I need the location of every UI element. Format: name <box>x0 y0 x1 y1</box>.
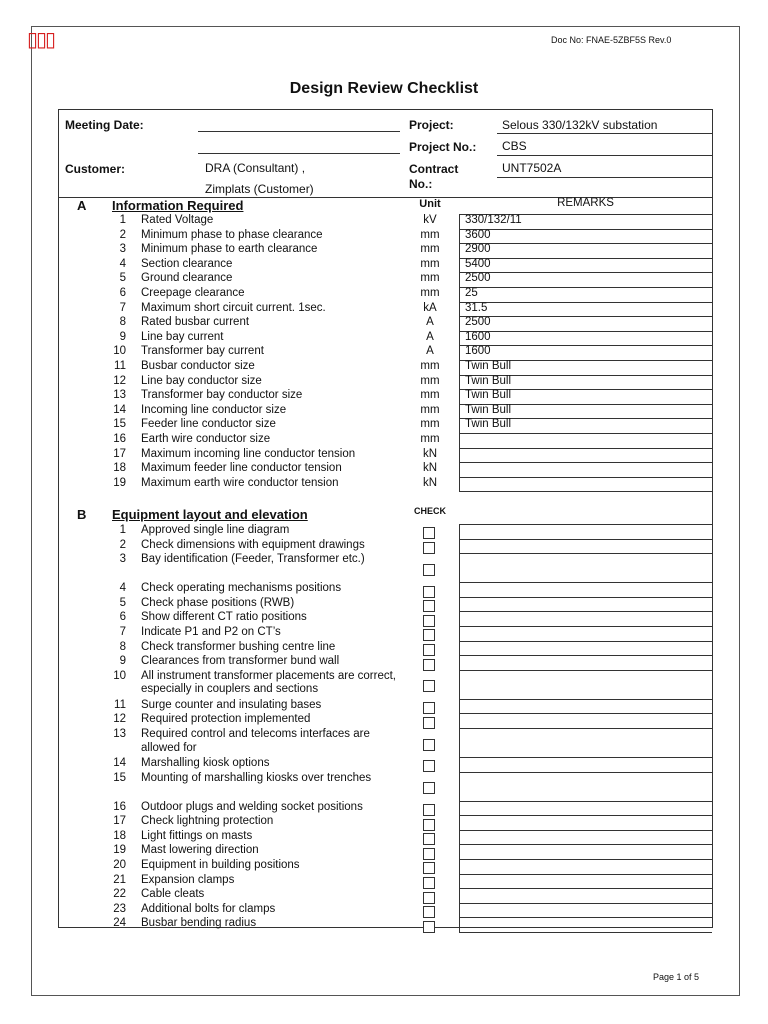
contract-value: UNT7502A <box>502 161 562 175</box>
section-a-letter: A <box>77 198 87 213</box>
item-description: Surge counter and insulating bases <box>141 698 322 711</box>
checkbox[interactable] <box>423 629 435 641</box>
customer-value-line1: DRA (Consultant) , <box>205 161 306 175</box>
project-no-value: CBS <box>502 139 527 153</box>
item-number: 9 <box>119 330 126 343</box>
section-a-title: Information Required <box>112 198 244 213</box>
item-unit: mm <box>420 374 440 387</box>
remarks-row-line <box>459 448 712 449</box>
item-number: 5 <box>119 596 126 609</box>
remarks-left-border <box>459 214 460 491</box>
item-description: Expansion clamps <box>141 873 235 886</box>
item-remark: Twin Bull <box>465 374 512 387</box>
remarks-row-line <box>459 655 712 656</box>
item-remark: 2500 <box>465 316 491 329</box>
item-unit: mm <box>420 228 440 241</box>
item-description: Check lightning protection <box>141 815 274 828</box>
item-description: Feeder line conductor size <box>141 418 276 431</box>
item-description: Outdoor plugs and welding socket positions <box>141 800 363 813</box>
remarks-row-line <box>459 699 712 700</box>
item-unit: mm <box>420 433 440 445</box>
item-description: Maximum incoming line conductor tension <box>141 447 356 460</box>
item-number: 14 <box>113 757 126 769</box>
remarks-row-line <box>459 611 712 612</box>
remarks-row-line <box>459 844 712 845</box>
remarks-row-line <box>459 641 712 642</box>
item-description: Check transformer bushing centre line <box>141 640 336 653</box>
item-number: 22 <box>113 888 126 901</box>
item-description: Check dimensions with equipment drawings <box>141 538 365 551</box>
item-number: 2 <box>119 538 126 551</box>
contract-underline <box>497 177 712 178</box>
item-number: 1 <box>119 524 126 536</box>
checkbox[interactable] <box>423 717 435 729</box>
item-unit: mm <box>420 403 440 416</box>
remarks-row-line <box>459 888 712 889</box>
item-remark: 25 <box>465 287 478 299</box>
remarks-row-line <box>459 626 712 627</box>
page-number: Page 1 of 5 <box>653 972 700 982</box>
item-number: 13 <box>113 389 126 402</box>
item-description: Ground clearance <box>141 272 233 285</box>
remarks-left-border <box>459 524 460 932</box>
remarks-row-line <box>459 757 712 758</box>
item-number: 16 <box>113 800 126 813</box>
item-unit: A <box>426 330 434 343</box>
project-label: Project: <box>409 118 454 132</box>
checkbox[interactable] <box>423 564 435 576</box>
item-remark: Twin Bull <box>465 360 512 372</box>
item-number: 15 <box>113 771 126 784</box>
remarks-row-line <box>459 597 712 598</box>
item-description: Mast lowering direction <box>141 844 259 857</box>
item-description: Required control and telecoms interfaces are allowed for <box>141 728 370 754</box>
remarks-row-line <box>459 331 712 332</box>
section-b-title: Equipment layout and elevation <box>112 507 308 522</box>
remarks-row-line <box>459 917 712 918</box>
checkbox[interactable] <box>423 877 435 889</box>
customer-value-line2: Zimplats (Customer) <box>205 182 314 196</box>
item-unit: kN <box>422 462 438 475</box>
checkbox[interactable] <box>423 659 435 671</box>
page-title: Design Review Checklist <box>289 80 479 97</box>
section-b-letter: B <box>77 507 87 522</box>
item-remark: Twin Bull <box>465 403 512 416</box>
item-description: Incoming line conductor size <box>141 403 287 416</box>
item-number: 19 <box>113 476 126 489</box>
item-unit: mm <box>420 389 440 402</box>
item-description: Check phase positions (RWB) <box>141 596 295 609</box>
item-number: 7 <box>119 626 126 638</box>
item-number: 2 <box>119 228 126 241</box>
remarks-row-line <box>459 433 712 434</box>
remarks-row-line <box>459 539 712 540</box>
checkbox[interactable] <box>423 680 435 692</box>
item-description: Indicate P1 and P2 on CT’s <box>141 626 281 638</box>
item-number: 9 <box>119 655 126 668</box>
checkbox[interactable] <box>423 782 435 794</box>
item-number: 24 <box>113 917 126 930</box>
item-unit: A <box>426 345 434 358</box>
item-remark: 1600 <box>465 345 491 358</box>
item-number: 3 <box>119 553 126 566</box>
remarks-row-line <box>459 582 712 583</box>
item-description: Bay identification (Feeder, Transformer etc.) <box>141 553 365 566</box>
item-number: 8 <box>119 316 126 329</box>
item-number: 13 <box>113 728 126 740</box>
remarks-row-line <box>459 553 712 554</box>
remarks-row-line <box>459 287 712 288</box>
item-unit: kN <box>422 447 438 460</box>
item-description: Required protection implemented <box>141 713 311 726</box>
item-description: Minimum phase to earth clearance <box>141 243 318 256</box>
item-number: 12 <box>113 374 126 387</box>
item-description: Transformer bay conductor size <box>141 389 303 402</box>
item-number: 21 <box>113 873 126 886</box>
item-unit: kV <box>423 214 437 226</box>
remarks-row-line <box>459 728 712 729</box>
item-description: Line bay conductor size <box>141 374 262 387</box>
remarks-row-line <box>459 491 712 492</box>
project-value: Selous 330/132kV substation <box>502 118 658 132</box>
item-unit: kA <box>423 301 437 314</box>
item-description: Check operating mechanisms positions <box>141 582 342 595</box>
item-description: Marshalling kiosk options <box>141 757 270 769</box>
remarks-column-header: REMARKS <box>557 197 614 209</box>
item-number: 20 <box>113 859 126 871</box>
checkbox[interactable] <box>423 848 435 860</box>
checkbox[interactable] <box>423 819 435 831</box>
checkbox[interactable] <box>423 892 435 904</box>
checkbox[interactable] <box>423 921 435 933</box>
item-remark: 31.5 <box>465 301 488 314</box>
item-number: 19 <box>113 844 126 857</box>
item-description: Section clearance <box>141 257 233 270</box>
item-unit: mm <box>420 272 440 285</box>
checkbox[interactable] <box>423 600 435 612</box>
item-number: 15 <box>113 418 126 431</box>
remarks-row-line <box>459 815 712 816</box>
remarks-row-line <box>459 932 712 933</box>
remarks-top-line <box>459 524 712 525</box>
item-unit: mm <box>420 360 440 372</box>
remarks-row-line <box>459 462 712 463</box>
check-column-header: CHECK <box>413 506 446 516</box>
remarks-row-line <box>459 903 712 904</box>
remarks-row-line <box>459 229 712 230</box>
remarks-row-line <box>459 243 712 244</box>
remarks-row-line <box>459 258 712 259</box>
item-description: Maximum feeder line conductor tension <box>141 462 342 475</box>
item-number: 23 <box>113 902 126 915</box>
item-number: 4 <box>119 257 126 270</box>
item-number: 18 <box>113 829 126 842</box>
item-number: 4 <box>119 582 126 595</box>
checkbox[interactable] <box>423 906 435 918</box>
item-description: Creepage clearance <box>141 287 245 299</box>
item-number: 8 <box>119 640 126 653</box>
checkbox[interactable] <box>423 527 435 539</box>
remarks-row-line <box>459 316 712 317</box>
item-description: Maximum earth wire conductor tension <box>141 476 339 489</box>
item-description: Minimum phase to phase clearance <box>141 228 323 241</box>
item-remark: 2500 <box>465 272 491 285</box>
item-description: Busbar bending radius <box>141 917 257 930</box>
unit-column-header: Unit <box>419 198 441 210</box>
checkbox[interactable] <box>423 586 435 598</box>
remarks-row-line <box>459 477 712 478</box>
item-description: Cable cleats <box>141 888 205 901</box>
company-logo: ▯▯▯ <box>27 27 55 51</box>
meeting-date-label: Meeting Date: <box>65 118 144 132</box>
item-number: 6 <box>119 287 126 299</box>
item-number: 1 <box>119 214 126 226</box>
item-description: Rated busbar current <box>141 316 250 329</box>
item-number: 5 <box>119 272 126 285</box>
item-remark: Twin Bull <box>465 418 512 431</box>
project-no-underline <box>497 155 712 156</box>
checkbox[interactable] <box>423 760 435 772</box>
item-number: 6 <box>119 611 126 624</box>
item-number: 3 <box>119 243 126 256</box>
item-number: 17 <box>113 447 126 460</box>
remarks-row-line <box>459 830 712 831</box>
item-number: 17 <box>113 815 126 828</box>
remarks-row-line <box>459 345 712 346</box>
item-unit: mm <box>420 418 440 431</box>
remarks-row-line <box>459 302 712 303</box>
item-description: All instrument transformer placements are correct, especially in couplers and sections <box>141 669 397 696</box>
item-number: 7 <box>119 301 126 314</box>
item-number: 14 <box>113 403 126 416</box>
item-unit: A <box>426 316 434 329</box>
item-description: Transformer bay current <box>141 345 264 358</box>
checkbox[interactable] <box>423 542 435 554</box>
item-description: Light fittings on masts <box>141 829 253 842</box>
contract-label-line2: No.: <box>409 177 433 191</box>
item-description: Earth wire conductor size <box>141 433 271 445</box>
remarks-row-line <box>459 772 712 773</box>
item-description: Clearances from transformer bund wall <box>141 655 340 668</box>
item-description: Equipment in building positions <box>141 859 300 871</box>
checkbox[interactable] <box>423 833 435 845</box>
checkbox[interactable] <box>423 644 435 656</box>
item-number: 16 <box>113 433 126 445</box>
remarks-row-line <box>459 859 712 860</box>
checkbox[interactable] <box>423 615 435 627</box>
remarks-row-line <box>459 874 712 875</box>
checkbox[interactable] <box>423 862 435 874</box>
item-remark: 2900 <box>465 243 491 256</box>
item-description: Show different CT ratio positions <box>141 611 307 624</box>
item-unit: mm <box>420 257 440 270</box>
checkbox[interactable] <box>423 739 435 751</box>
checkbox[interactable] <box>423 804 435 816</box>
remarks-row-line <box>459 713 712 714</box>
meeting-date-underline <box>198 131 400 132</box>
item-unit: mm <box>420 243 440 256</box>
item-number: 18 <box>113 462 126 475</box>
item-number: 11 <box>114 698 126 711</box>
checkbox[interactable] <box>423 702 435 714</box>
item-remark: 1600 <box>465 330 491 343</box>
remarks-row-line <box>459 272 712 273</box>
item-number: 10 <box>113 345 126 358</box>
item-description: Rated Voltage <box>141 214 214 226</box>
blank-underline <box>198 153 400 154</box>
item-number: 10 <box>113 669 126 682</box>
item-description: Line bay current <box>141 330 224 343</box>
customer-label: Customer: <box>65 162 126 176</box>
project-no-label: Project No.: <box>409 140 477 154</box>
project-underline <box>497 133 712 134</box>
remarks-row-line <box>459 670 712 671</box>
item-remark: Twin Bull <box>465 389 512 402</box>
item-unit: kN <box>422 476 438 489</box>
item-remark: 5400 <box>465 257 491 270</box>
item-remark: 330/132/11 <box>465 214 522 226</box>
item-description: Mounting of marshalling kiosks over trenches <box>141 771 372 784</box>
item-unit: mm <box>420 287 440 299</box>
item-description: Maximum short circuit current. 1sec. <box>141 301 326 314</box>
contract-label-line1: Contract <box>409 162 459 176</box>
item-description: Additional bolts for clamps <box>141 902 276 915</box>
item-description: Approved single line diagram <box>141 524 290 536</box>
remarks-row-line <box>459 801 712 802</box>
item-number: 11 <box>114 360 126 372</box>
document-number: Doc No: FNAE-5ZBF5S Rev.0 <box>551 35 672 45</box>
item-description: Busbar conductor size <box>141 360 255 372</box>
item-number: 12 <box>113 713 126 726</box>
item-remark: 3600 <box>465 228 491 241</box>
